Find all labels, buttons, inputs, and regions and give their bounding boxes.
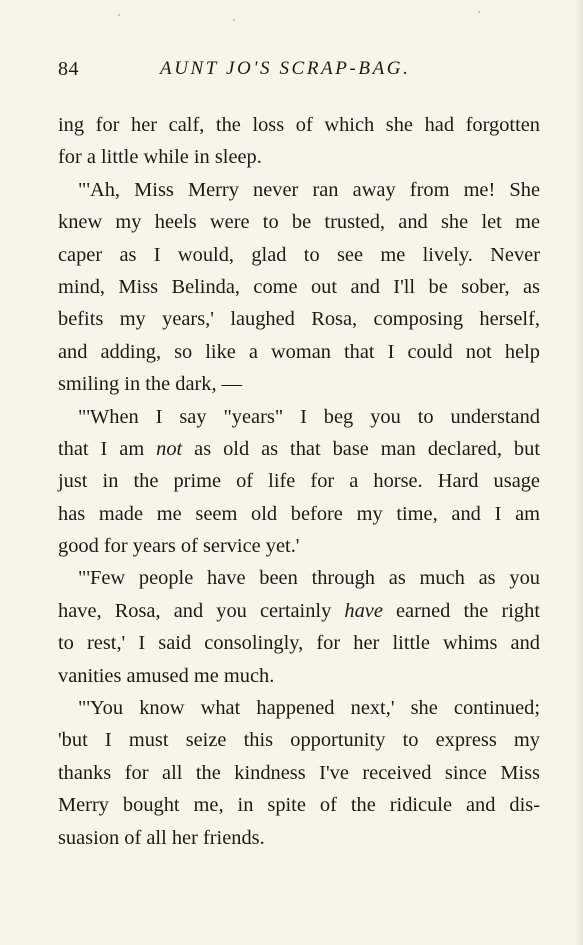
text-line: suasion of all her friends.: [58, 826, 265, 849]
text-line: mind, Miss Belinda, come out and I'll be sober, as: [58, 275, 540, 298]
page-number: 84: [58, 58, 79, 80]
running-head: [58, 58, 528, 82]
text-line: [58, 595, 540, 627]
text-line: just in the prime of life for a horse. Hard usage: [58, 470, 540, 493]
text-line: Merry bought me, in spite of the ridicule and dis-: [58, 794, 540, 817]
text-line: thanks for all the kindness I've received since Miss: [58, 761, 540, 784]
text-line-segment: that I am: [58, 437, 157, 460]
text-line-segment: have, Rosa, and you certainly: [58, 599, 345, 622]
text-line: and adding, so like a woman that I could not help: [58, 340, 540, 363]
text-line: smiling in the dark, —: [58, 373, 243, 396]
text-line: has made me seem old before my time, and I am: [58, 502, 540, 525]
text-line: ing for her calf, the loss of which she had forgotten: [58, 114, 540, 136]
emphasis-text: have: [344, 599, 383, 622]
text-line: "'You know what happened next,' she continued;: [78, 697, 540, 720]
text-line-segment: earned the right: [382, 599, 540, 622]
text-line: good for years of service yet.': [58, 535, 300, 558]
paper-speck: [478, 11, 480, 13]
text-line: vanities amused me much.: [58, 664, 275, 687]
text-line: "'Few people have been through as much as you: [78, 567, 540, 590]
text-line-segment: as old as that base man declared, but: [182, 437, 540, 460]
body-text: [58, 109, 540, 854]
text-line: befits my years,' laughed Rosa, composing herself,: [58, 308, 540, 331]
text-line: knew my heels were to be trusted, and she let me: [58, 211, 540, 234]
text-line: "'Ah, Miss Merry never ran away from me! She: [78, 178, 540, 201]
page-edge-shadow: [575, 0, 583, 945]
emphasis-text: not: [156, 437, 183, 460]
paper-speck: [233, 19, 235, 21]
text-line: to rest,' I said consolingly, for her little whims and: [58, 632, 540, 655]
text-line: 'but I must seize this opportunity to express my: [58, 729, 540, 752]
text-line: [58, 433, 540, 465]
running-title: AUNT JO'S SCRAP-BAG.: [160, 58, 411, 79]
text-line: "'When I say "years" I beg you to understand: [78, 405, 540, 428]
text-line: for a little while in sleep.: [58, 146, 262, 169]
text-line: caper as I would, glad to see me lively. Never: [58, 243, 540, 266]
paper-speck: [118, 14, 120, 16]
